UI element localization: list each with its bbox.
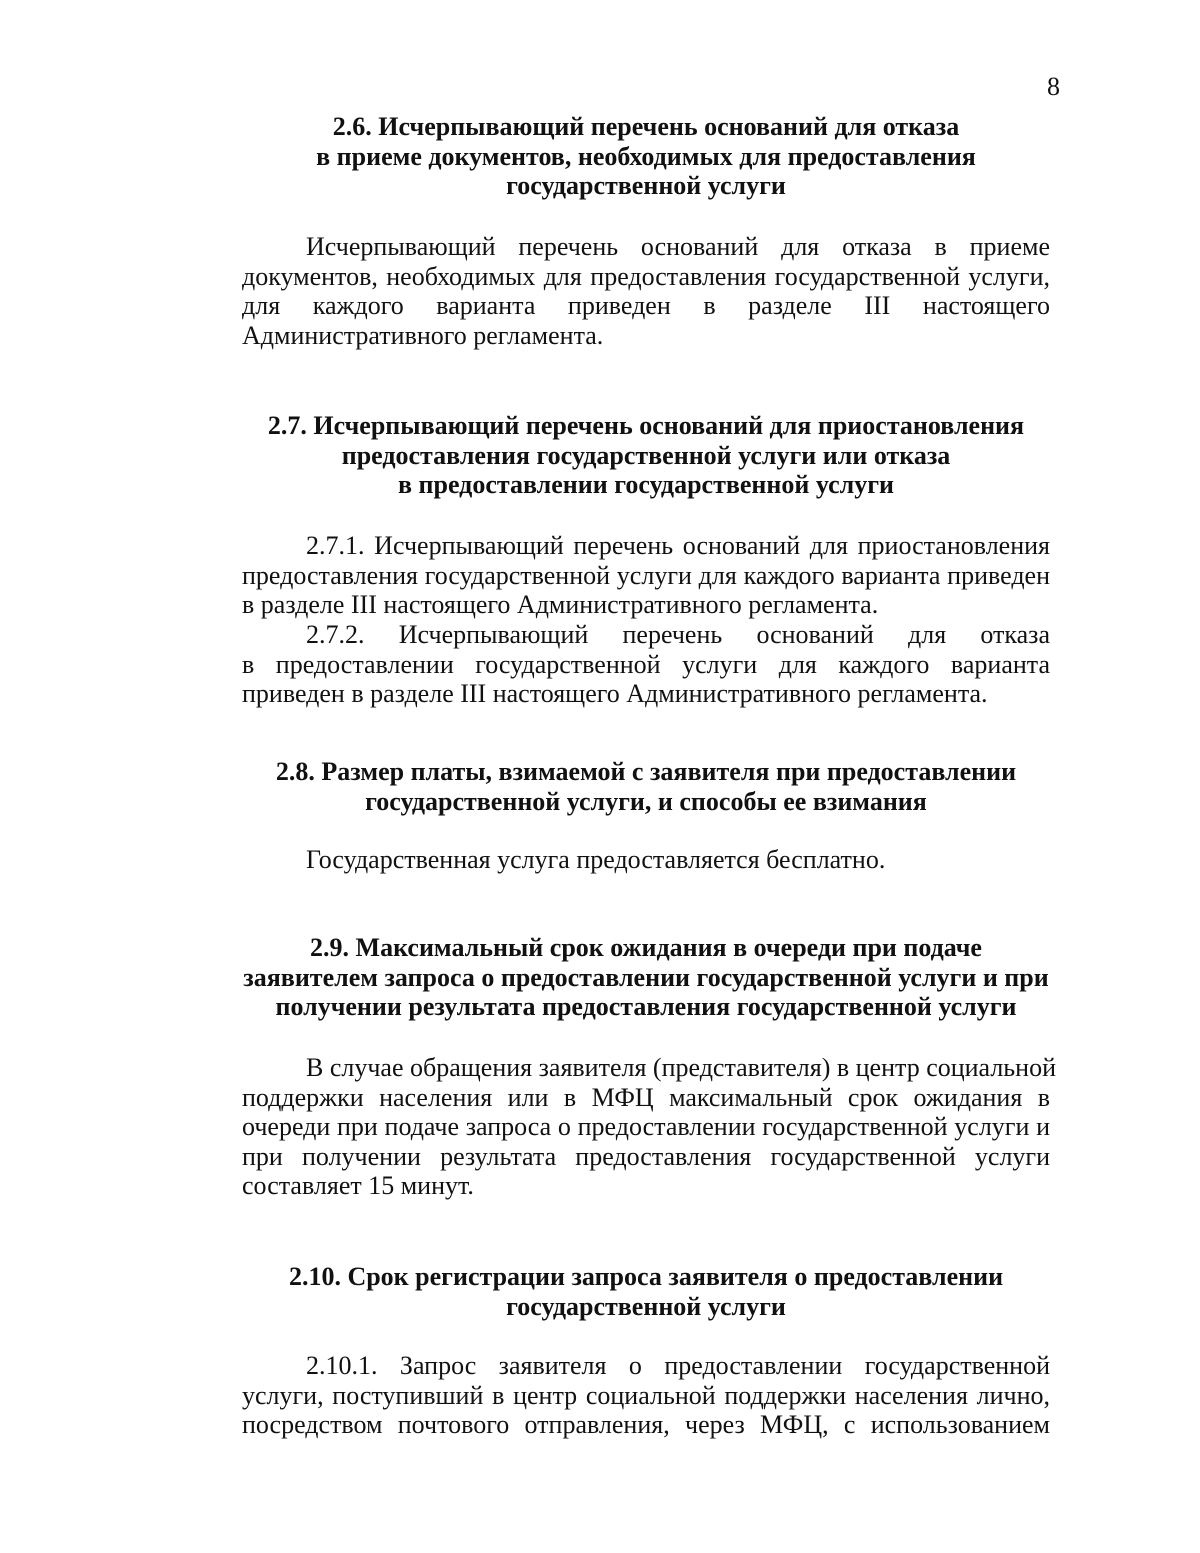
section-heading bbox=[242, 933, 1050, 1022]
paragraph bbox=[242, 232, 1050, 350]
heading-line: заявителем запроса о предоставлении государственной услуги и при bbox=[243, 962, 1049, 992]
paragraph bbox=[242, 845, 1050, 875]
text-line: 2.10.1. Запрос заявителя о предоставлении государственной bbox=[306, 1351, 1050, 1380]
heading-line: государственной услуги, и способы ее взимания bbox=[365, 786, 927, 816]
section-heading bbox=[242, 1262, 1050, 1321]
paragraph bbox=[242, 620, 1050, 709]
word: для bbox=[242, 291, 281, 320]
text-line: посредством почтового отправления, через МФЦ, с использованием bbox=[242, 1410, 1050, 1439]
section-heading bbox=[242, 757, 1050, 816]
paragraph bbox=[242, 1351, 1050, 1440]
heading-line: предоставления государственной услуги или отказа bbox=[341, 440, 951, 470]
text-line: очереди при подаче запроса о предоставлении государственной услуги и bbox=[242, 1112, 1050, 1141]
word: разделе bbox=[748, 291, 832, 320]
heading-line: 2.6. Исчерпывающий перечень оснований для отказа bbox=[332, 112, 960, 141]
section-heading bbox=[242, 112, 1050, 201]
text-line: при получении результата предоставления государственной услуги bbox=[242, 1141, 1050, 1171]
text-line: документов, необходимых для предоставления государственной услуги, bbox=[242, 261, 1050, 291]
word: III bbox=[864, 291, 891, 320]
heading-line: 2.7. Исчерпывающий перечень оснований для приостановления bbox=[267, 411, 1025, 440]
heading-line: 2.8. Размер платы, взимаемой с заявителя при предоставлении bbox=[275, 757, 1017, 786]
page-number: 8 bbox=[1047, 72, 1060, 101]
word: в bbox=[703, 291, 716, 320]
heading-line: 2.9. Максимальный срок ожидания в очереди при подаче bbox=[310, 933, 982, 962]
heading-line: государственной услуги bbox=[506, 1291, 786, 1321]
paragraph bbox=[242, 531, 1050, 620]
text-line: Исчерпывающий перечень оснований для отказа в приеме bbox=[306, 232, 1050, 261]
section-heading bbox=[242, 411, 1050, 500]
heading-line: получении результата предоставления государственной услуги bbox=[275, 992, 1017, 1021]
heading-line: в предоставлении государственной услуги bbox=[397, 470, 894, 499]
word: каждого bbox=[312, 291, 404, 320]
text-line: услуги, поступивший в центр социальной поддержки населения лично, bbox=[242, 1380, 1050, 1410]
text-line: составляет 15 минут. bbox=[242, 1171, 474, 1200]
paragraph bbox=[242, 1053, 1056, 1201]
text-line: в разделе III настоящего Административного регламента. bbox=[242, 590, 879, 619]
text-line: в предоставлении государственной услуги для каждого варианта bbox=[242, 649, 1050, 679]
heading-line: государственной услуги bbox=[506, 171, 786, 200]
word: варианта bbox=[436, 291, 536, 320]
text-line: предоставления государственной услуги для каждого варианта приведен bbox=[242, 560, 1050, 590]
text-line: Административного регламента. bbox=[242, 320, 604, 350]
text-line: поддержки населения или в МФЦ максимальный срок ожидания в bbox=[242, 1082, 1050, 1112]
text-line: 2.7.1. Исчерпывающий перечень оснований для приостановления bbox=[306, 531, 1050, 560]
text-line: В случае обращения заявителя (представителя) в центр социальной bbox=[306, 1053, 1056, 1082]
text-line: приведен в разделе III настоящего Административного регламента. bbox=[242, 679, 988, 708]
word: настоящего bbox=[922, 291, 1050, 320]
heading-line: в приеме документов, необходимых для предоставления bbox=[316, 141, 976, 171]
text-line: 2.7.2. Исчерпывающий перечень оснований для отказа bbox=[306, 620, 1050, 649]
text-line: Государственная услуга предоставляется бесплатно. bbox=[306, 845, 886, 874]
heading-line: 2.10. Срок регистрации запроса заявителя о предоставлении bbox=[288, 1262, 1004, 1291]
text-line bbox=[242, 291, 1050, 321]
word: приведен bbox=[567, 291, 671, 320]
